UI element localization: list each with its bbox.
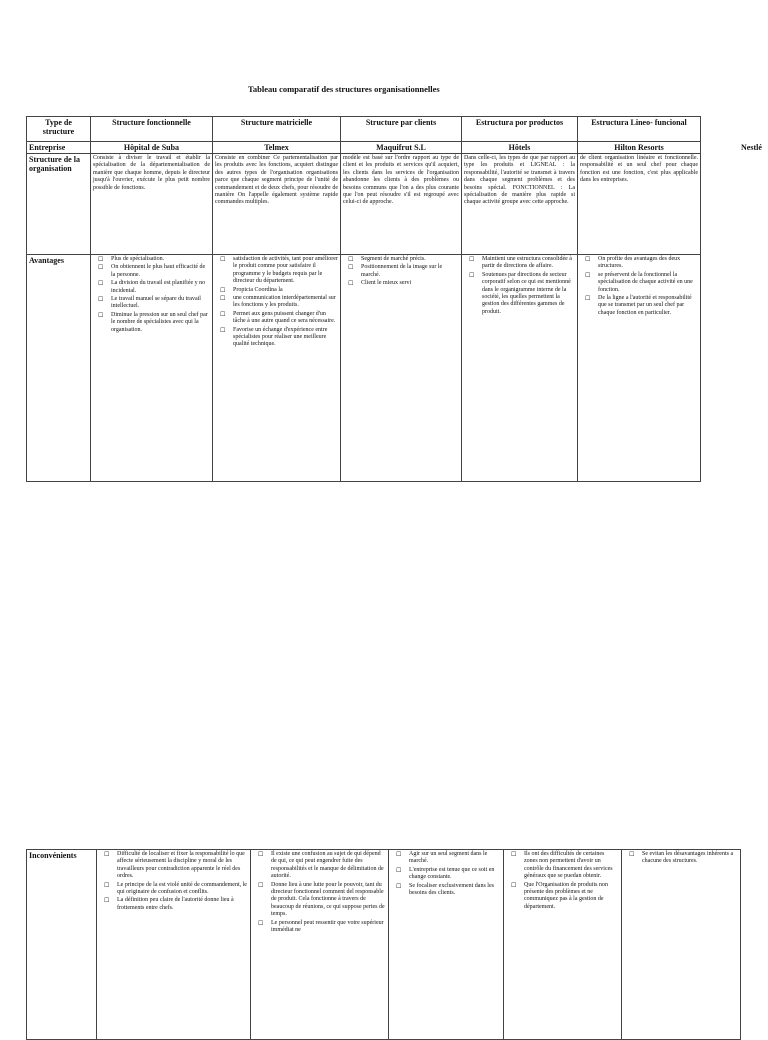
bullet-item: ☐ On profite des avantages des deux structures. bbox=[598, 256, 698, 271]
bullet-item: ☐ Agir sur un seul segment dans le marché. bbox=[409, 851, 501, 866]
bullet-item: ☐ La division du travail est planifiée y no incidental. bbox=[111, 280, 210, 295]
bullet-list bbox=[580, 256, 698, 317]
structure-cell: Dans celle-ci, les types de que par rapport au type les produits et LIGNEAL : la responsabilité, l'autorité se transmet à travers dans chaque segment problèmes et des besoins spécial. FONCTIONNEL : La spécialisation de manière plus rapide si chaque activité groupe avec cette approche. bbox=[462, 154, 578, 255]
entreprise-value: Hilton Resorts bbox=[578, 142, 701, 154]
bullet-list bbox=[624, 851, 738, 866]
structure-cell: de client organisation linéaire et fonctionnelle. responsabilité et un seul chef pour chaque fonction est une fonction, c'est plus applicable dans les entreprises. bbox=[578, 154, 701, 255]
bullet-item: ☐ Se evitan les désavantages inhérents a chacune des structures. bbox=[642, 851, 738, 866]
bullet-item: ☐ Maintient une estructura consolidée à partir de directions de affaire. bbox=[482, 256, 575, 271]
inconvenients-cell bbox=[504, 850, 622, 1040]
bullet-item: ☐ Il existe une confusion au sujet de qui dépend de qui, ce qui peut engendrer fuite des responsabilités et le manque de délimitation de autorité. bbox=[271, 851, 386, 881]
structure-label: Structure de la organisation bbox=[27, 154, 91, 255]
bullet-item: ☐ se préservent de la fonctionnel la spécialisation de chaque activité en une fonction. bbox=[598, 272, 698, 294]
entreprise-row bbox=[27, 142, 701, 154]
bullet-item: ☐ Permet aux gens puissent changer d'un tâche à une autre quand ce sera nécessaire. bbox=[233, 311, 338, 326]
bullet-item: ☐ On obtiennent le plus haut efficacité de la personne. bbox=[111, 264, 210, 279]
bullet-item: ☐ Propicia Coordina la bbox=[233, 287, 338, 294]
bullet-list bbox=[253, 851, 386, 934]
bullet-list bbox=[391, 851, 501, 897]
bullet-item: ☐ La définition peu claire de l'autorité donne lieu à frottements entre chefs. bbox=[117, 897, 248, 912]
bullet-list bbox=[343, 256, 459, 288]
header-clients: Structure par clients bbox=[341, 117, 462, 142]
bullet-item: ☐ Soutenues par directions de secteur corporatif selon ce qui est mentionné dans le organigramme interne de la société, les quelles permettent la gestion des différentes gammes de produit. bbox=[482, 272, 575, 316]
structure-row bbox=[27, 154, 701, 255]
bullet-item: ☐ une communication interdépartemental sur les fonctions y les produits. bbox=[233, 295, 338, 310]
avantages-cell bbox=[341, 255, 462, 482]
bullet-list bbox=[215, 256, 338, 349]
entreprise-value: Hôpital de Suba bbox=[91, 142, 213, 154]
inconvenients-row bbox=[27, 850, 741, 1040]
header-lineo: Estructura Lineo- funcional bbox=[578, 117, 701, 142]
bullet-item: ☐ Difficulté de localiser et fixer la responsabilité lo que affecte sérieusement la discipline y moral de les travailleurs pour contradiction apparente le réel des ordres. bbox=[117, 851, 248, 881]
bullet-item: ☐ Donne lieu à une lutte pour le pouvoir, tant du directeur fonctionnel comment del responsable de produit. Cela fonctionne à travers de beaucoup de réunions, ce qui suppose pertes de temps. bbox=[271, 882, 386, 919]
inconvenients-label: Inconvénients bbox=[27, 850, 97, 1040]
header-row bbox=[27, 117, 701, 142]
document-title: Tableau comparatif des structures organisationnelles bbox=[248, 84, 440, 94]
avantages-cell bbox=[578, 255, 701, 482]
bullet-list bbox=[506, 851, 619, 911]
inconvenients-cell bbox=[622, 850, 741, 1040]
inconvenients-cell bbox=[97, 850, 251, 1040]
entreprise-nestle: Nestlé bbox=[741, 143, 762, 152]
structure-cell: Consiste en combiner Ce partementalisation par les produits avec les fonctions, acquiert distingue des autres types de l'organisation organisations parce que chaque segment principe de l'unité de commandement et de deux chefs, pour résoudre de manière On l'appelle également système rapide commandes multiples. bbox=[213, 154, 341, 255]
bullet-item: ☐ Le personnel peut ressentir que votre supérieur immédiat ne bbox=[271, 920, 386, 935]
bullet-item: ☐ Client le mieux servi bbox=[361, 280, 459, 287]
bullet-item: ☐ Ils ont des difficultés de certaines zones non permettent d'avoir un contrôle du financement des services généraux que se puedan obtenir. bbox=[524, 851, 619, 881]
comparison-table-bottom bbox=[26, 849, 741, 1040]
header-type: Type de structure bbox=[27, 117, 91, 142]
bullet-item: ☐ Positionnement de la image sur le marché. bbox=[361, 264, 459, 279]
header-fonctionnelle: Structure fonctionnelle bbox=[91, 117, 213, 142]
inconvenients-cell bbox=[389, 850, 504, 1040]
entreprise-value: Telmex bbox=[213, 142, 341, 154]
bullet-list bbox=[464, 256, 575, 316]
bullet-item: ☐ L'entreprise est tenue que ce soit en change constante. bbox=[409, 867, 501, 882]
bullet-item: ☐ Le travail manuel se sépare du travail intellectuel. bbox=[111, 296, 210, 311]
bullet-item: ☐ Le principe de la est violé unité de commandement, le qui originaire de confusion et conflits. bbox=[117, 882, 248, 897]
structure-cell: Consiste à diviser le travail et établir la spécialisation de la départementalisation de manière que chaque homme, depuis le directeur jusqu'à l'ouvrier, exécute le plus petit nombre possible de fonctions. bbox=[91, 154, 213, 255]
entreprise-value: Maquifrut S.L bbox=[341, 142, 462, 154]
bullet-item: ☐ Que l'Organisation de produits non présente des problèmes et ne communiquez pas à la gestion de département. bbox=[524, 882, 619, 912]
inconvenients-cell bbox=[251, 850, 389, 1040]
avantages-label: Avantages bbox=[27, 255, 91, 482]
avantages-cell bbox=[91, 255, 213, 482]
comparison-table-top bbox=[26, 116, 701, 482]
header-productos: Estructura por productos bbox=[462, 117, 578, 142]
bullet-item: ☐ Segment de marché précis. bbox=[361, 256, 459, 263]
header-matricielle: Structure matricielle bbox=[213, 117, 341, 142]
avantages-cell bbox=[213, 255, 341, 482]
bullet-item: ☐ Favorise un échange d'expérience entre spécialistes pour réaliser une meilleure qualité technique. bbox=[233, 327, 338, 349]
bullet-item: ☐ Diminue la pression sur un seul chef par le nombre de spécialistes avec qui la organisation. bbox=[111, 312, 210, 334]
entreprise-value: Hôtels bbox=[462, 142, 578, 154]
bullet-item: ☐ Se focaliser exclusivement dans les besoins des clients. bbox=[409, 883, 501, 898]
bullet-item: ☐ satisfaction de activités, tant pour améliorer le produit comme pour satisfaire il programme y le budgets requis par le directeur du département. bbox=[233, 256, 338, 286]
bullet-list bbox=[99, 851, 248, 912]
bullet-list bbox=[93, 256, 210, 334]
entreprise-label: Entreprise bbox=[27, 142, 91, 154]
structure-cell: modèle est basé sur l'ordre rapport au type de client et les produits et services qu'il acquiert, les clients dans les services de l'organisation abandonne les clients à des problèmes ou besoins communs que l'on a des plus courante que l'on peut résoudre s'il est regroupé avec celui-ci de approche. bbox=[341, 154, 462, 255]
avantages-row bbox=[27, 255, 701, 482]
avantages-cell bbox=[462, 255, 578, 482]
bullet-item: ☐ Plus de spécialisation. bbox=[111, 256, 210, 263]
bullet-item: ☐ De la ligne a l'autorité et responsabilité que se transmet par un seul chef par chaque fonction en particulier. bbox=[598, 295, 698, 317]
